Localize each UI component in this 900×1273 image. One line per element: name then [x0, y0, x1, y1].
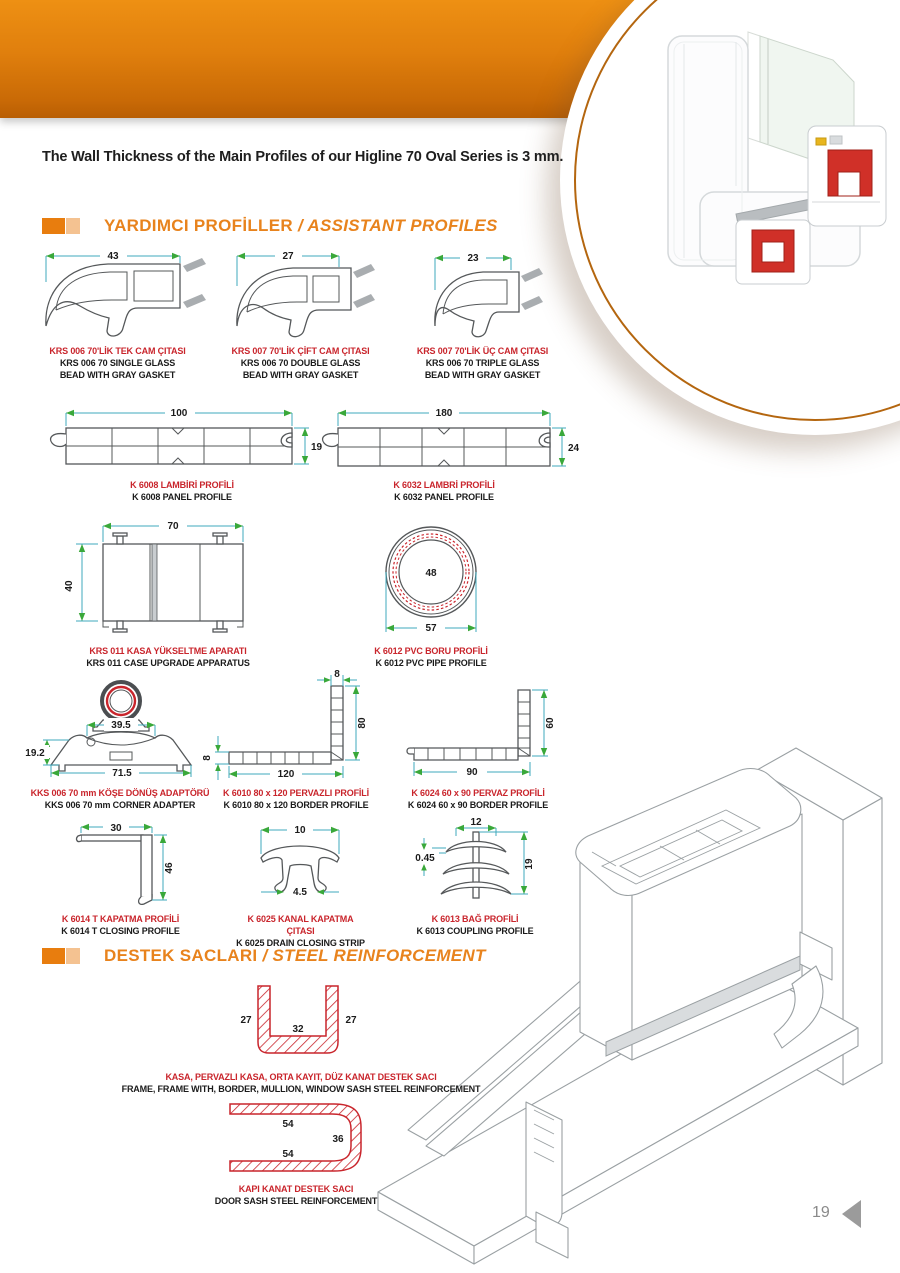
svg-text:30: 30: [110, 823, 122, 834]
svg-text:48: 48: [425, 568, 437, 579]
svg-text:10: 10: [294, 825, 306, 836]
svg-text:54: 54: [282, 1149, 294, 1160]
light-orange-square-icon: [66, 218, 80, 234]
figure-caption-en: KRS 006 70 TRIPLE GLASS: [425, 357, 540, 368]
svg-text:36: 36: [332, 1134, 344, 1145]
figure-caption-en: K 6008 PANEL PROFILE: [132, 491, 232, 502]
figure-coupling: [410, 817, 540, 938]
orange-square-icon: [42, 948, 65, 964]
figure-glass-bead-triple: [395, 246, 570, 382]
svg-text:27: 27: [240, 1015, 252, 1026]
svg-text:46: 46: [164, 862, 175, 874]
svg-text:12: 12: [470, 817, 482, 828]
figure-caption-tr: K 6024 60 x 90 PERVAZ PROFİLİ: [411, 788, 545, 798]
figure-case-upgrade: [58, 514, 278, 670]
figure-caption-tr: K 6012 PVC BORU PROFİLİ: [374, 646, 488, 656]
figure-caption-tr: K 6025 KANAL KAPATMA ÇITASI: [247, 914, 354, 936]
svg-text:19.2: 19.2: [25, 748, 45, 759]
section-title-tr: DESTEK SACLARI: [104, 946, 258, 965]
svg-text:90: 90: [466, 767, 478, 778]
svg-text:23: 23: [467, 253, 479, 264]
svg-text:39.5: 39.5: [111, 720, 131, 731]
figure-steel-door-sash: [208, 1096, 383, 1208]
figure-caption-en: KRS 011 CASE UPGRADE APPARATUS: [86, 657, 250, 668]
figure-glass-bead-double: [213, 246, 388, 382]
figure-caption-en: KRS 006 70 SINGLE GLASS: [59, 357, 176, 368]
section-title-tr: YARDIMCI PROFİLLER: [104, 216, 293, 235]
figure-border-6010: [202, 669, 378, 812]
figure-caption-en: DOOR SASH STEEL REINFORCEMENT: [214, 1195, 378, 1206]
figure-caption-en: KKS 006 70 mm CORNER ADAPTER: [44, 799, 196, 810]
section-separator: /: [257, 946, 273, 965]
orange-square-icon: [42, 218, 65, 234]
svg-text:4.5: 4.5: [293, 887, 307, 898]
figure-caption-en: FRAME, FRAME WITH, BORDER, MULLION, WINDOW SASH STEEL REINFORCEMENT: [121, 1083, 481, 1094]
svg-text:19: 19: [311, 442, 323, 453]
figure-caption-tr: KKS 006 70 mm KÖŞE DÖNÜŞ ADAPTÖRÜ: [30, 788, 210, 798]
frame-cut-face: [736, 220, 810, 284]
figure-caption-tr: K 6032 LAMBRİ PROFİLİ: [393, 480, 495, 490]
section-title-en: STEEL REINFORCEMENT: [272, 946, 486, 965]
svg-text:27: 27: [282, 251, 294, 262]
svg-text:100: 100: [170, 408, 188, 419]
svg-text:24: 24: [568, 443, 580, 454]
svg-text:19: 19: [524, 858, 535, 870]
header-banner: [0, 0, 652, 118]
figure-pvc-pipe: [352, 514, 510, 670]
figure-caption-en: K 6013 COUPLING PROFILE: [416, 925, 534, 936]
figure-glass-bead-single: [30, 246, 205, 382]
svg-text:70: 70: [167, 521, 179, 532]
figure-caption-en: K 6024 60 x 90 BORDER PROFILE: [407, 799, 549, 810]
figure-caption-tr: K 6013 BAĞ PROFİLİ: [431, 914, 519, 924]
figure-caption-tr: K 6010 80 x 120 PERVAZLI PROFİLİ: [223, 788, 369, 798]
figure-corner-adapter: [25, 672, 210, 812]
sash-cut-face: [808, 126, 886, 226]
figure-caption-en2: BEAD WITH GRAY GASKET: [424, 369, 541, 380]
figure-caption-en: K 6012 PVC PIPE PROFILE: [375, 657, 487, 668]
figure-caption-en: KRS 006 70 DOUBLE GLASS: [240, 357, 361, 368]
svg-text:43: 43: [107, 251, 119, 262]
svg-text:71.5: 71.5: [112, 768, 132, 779]
figure-panel-k6032: [318, 404, 580, 504]
figure-caption-tr: KRS 006 70'LİK TEK CAM ÇITASI: [49, 346, 186, 356]
figure-caption-en: K 6014 T CLOSING PROFILE: [61, 925, 180, 936]
figure-panel-k6008: [42, 404, 322, 504]
window-corner-3d-image: [640, 22, 890, 314]
svg-text:8: 8: [202, 755, 213, 761]
svg-text:180: 180: [435, 408, 453, 419]
figure-caption-tr: KRS 011 KASA YÜKSELTME APARATI: [89, 646, 247, 656]
svg-text:120: 120: [277, 769, 295, 780]
section-separator: /: [292, 216, 308, 235]
svg-text:80: 80: [357, 717, 368, 729]
svg-text:60: 60: [545, 717, 556, 729]
page-corner-arrow-icon: [842, 1200, 861, 1228]
figure-caption-en2: BEAD WITH GRAY GASKET: [242, 369, 359, 380]
section-title-en: ASSISTANT PROFILES: [307, 216, 498, 235]
svg-text:40: 40: [64, 580, 75, 592]
svg-text:32: 32: [292, 1024, 304, 1035]
light-orange-square-icon: [66, 948, 80, 964]
svg-text:54: 54: [282, 1119, 294, 1130]
figure-border-6024: [398, 672, 558, 812]
section-heading-assistant: [42, 216, 498, 236]
figure-caption-en2: BEAD WITH GRAY GASKET: [59, 369, 176, 380]
figure-caption-tr: K 6008 LAMBİRİ PROFİLİ: [130, 480, 234, 490]
section-heading-steel: [42, 946, 486, 966]
svg-text:27: 27: [345, 1015, 357, 1026]
svg-text:0.45: 0.45: [415, 853, 435, 864]
figure-caption-tr: KRS 007 70'LİK ÇİFT CAM ÇITASI: [231, 346, 370, 356]
figure-t-closing: [53, 820, 188, 938]
figure-drain-strip: [233, 820, 368, 950]
figure-caption-tr: KAPI KANAT DESTEK SACI: [238, 1184, 354, 1194]
svg-text:8: 8: [334, 669, 340, 680]
svg-text:57: 57: [425, 623, 437, 634]
figure-caption-tr: K 6014 T KAPATMA PROFİLİ: [61, 914, 180, 924]
figure-caption-en: K 6010 80 x 120 BORDER PROFILE: [223, 799, 369, 810]
figure-caption-tr: KRS 007 70'LİK ÜÇ CAM ÇITASI: [416, 346, 549, 356]
intro-text: The Wall Thickness of the Main Profiles of our Higline 70 Oval Series is 3 mm.: [42, 148, 564, 165]
figure-steel-u-channel: [121, 980, 481, 1096]
figure-caption-en: K 6025 DRAIN CLOSING STRIP: [236, 937, 365, 948]
page-number: 19: [812, 1204, 830, 1221]
figure-caption-en: K 6032 PANEL PROFILE: [394, 491, 494, 502]
figure-caption-tr: KASA, PERVAZLI KASA, ORTA KAYIT, DÜZ KANAT DESTEK SACI: [165, 1072, 437, 1082]
